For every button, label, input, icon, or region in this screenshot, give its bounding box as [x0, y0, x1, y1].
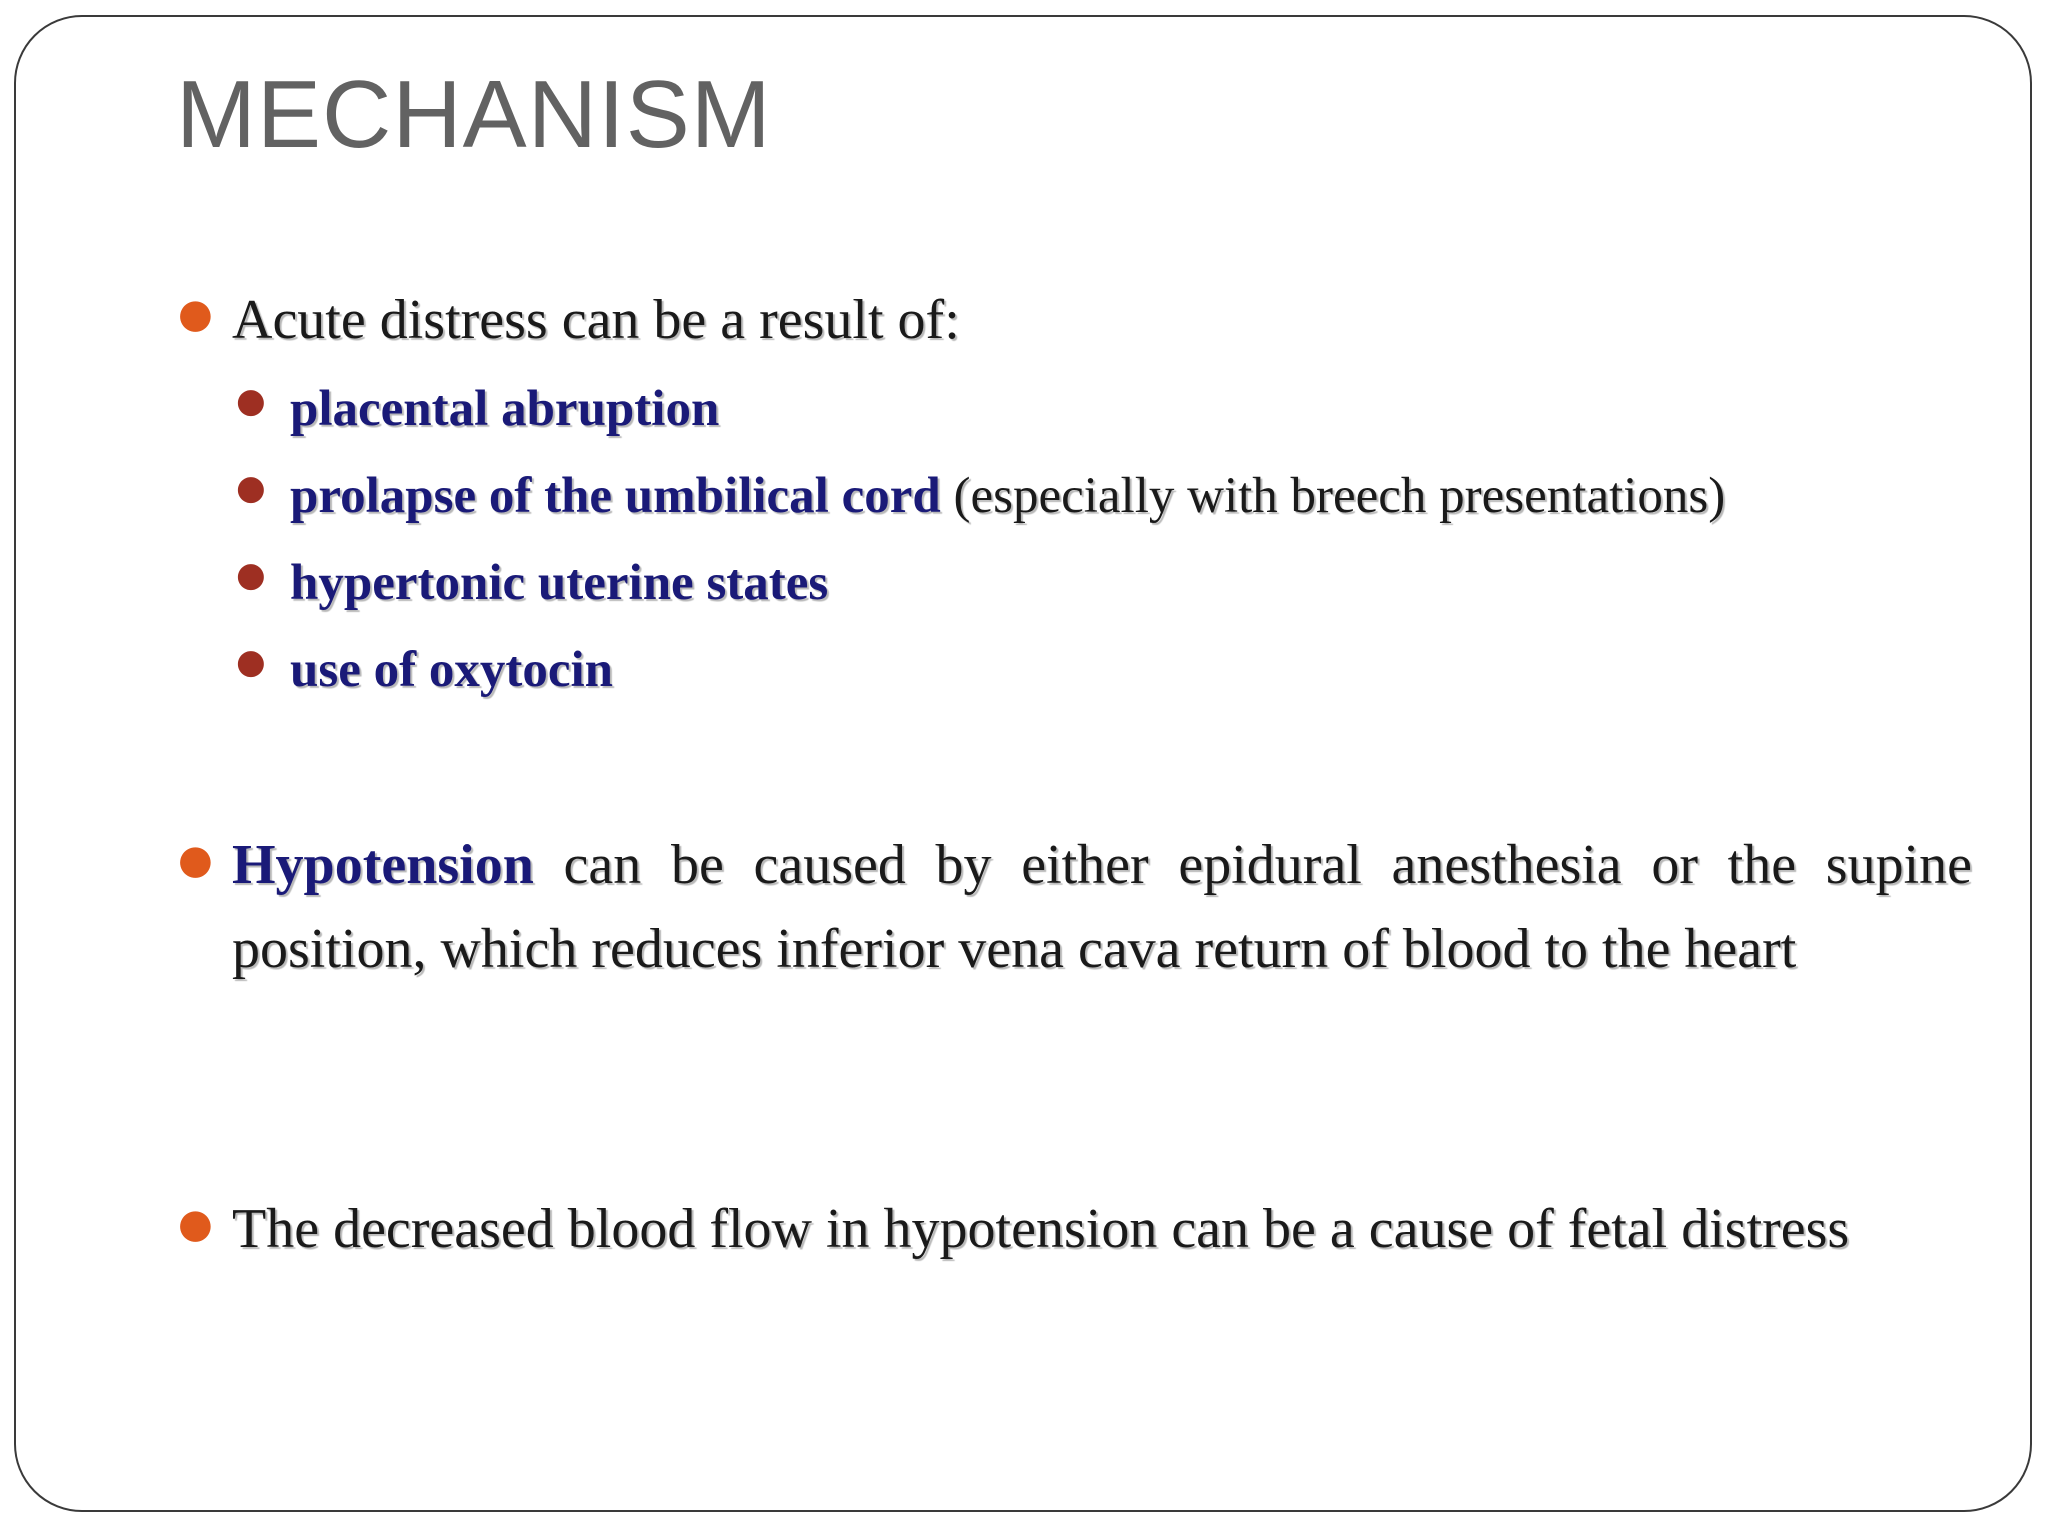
sub-bullet-emphasis: hypertonic uterine states: [290, 555, 829, 611]
bullet-paragraph: [232, 823, 1972, 991]
sub-bullet-item: [290, 637, 613, 703]
sub-bullet-item: [290, 376, 719, 442]
bullet-dot-icon: ●: [178, 1201, 213, 1247]
sub-bullet-item: [290, 550, 828, 616]
sub-bullet-dot-icon: ●: [236, 381, 266, 421]
sub-bullet-rest: (especially with breech presentations): [940, 468, 1726, 524]
sub-bullet-dot-icon: ●: [236, 642, 266, 682]
bullet-text: Acute distress can be a result of:: [232, 289, 960, 351]
bullet-paragraph: The decreased blood flow in hypotension can be a cause of fetal distress: [232, 1198, 1850, 1260]
sub-bullet-emphasis: placental abruption: [290, 381, 720, 437]
sub-bullet-emphasis: use of oxytocin: [290, 642, 613, 698]
bullet-dot-icon: ●: [178, 291, 213, 337]
bullet-dot-icon: ●: [178, 837, 213, 883]
bullet-emphasis: Hypotension: [232, 834, 534, 896]
sub-bullet-dot-icon: ●: [236, 555, 266, 595]
slide-frame: [14, 15, 2032, 1512]
slide-title: MECHANISM: [176, 61, 772, 168]
sub-bullet-emphasis: prolapse of the umbilical cord: [290, 468, 941, 524]
sub-bullet-item: [290, 463, 1725, 529]
sub-bullet-dot-icon: ●: [236, 468, 266, 508]
bullet-rest: can be caused by either epidural anesthesia or the supine position, which reduces inferior vena cava return of blood to the heart: [232, 834, 1972, 980]
